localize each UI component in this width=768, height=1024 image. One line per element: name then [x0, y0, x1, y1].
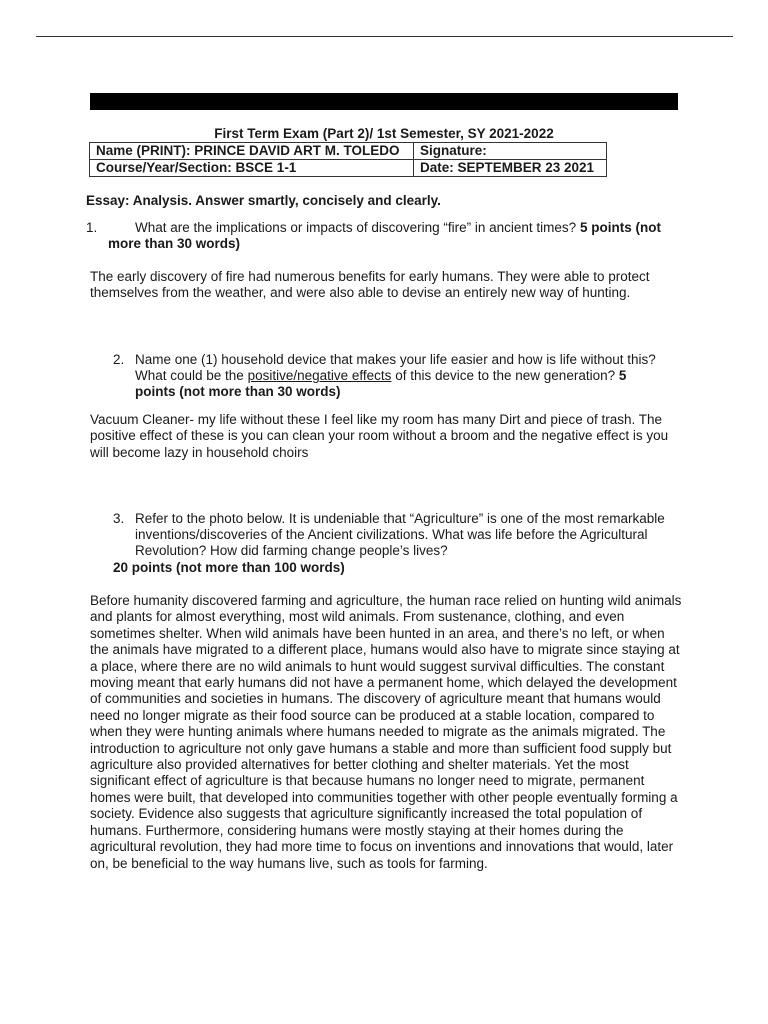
question-text-underlined: positive/negative effects [247, 368, 392, 383]
signature-cell: Signature: [414, 143, 607, 160]
essay-heading: Essay: Analysis. Answer smartly, concisely and clearly. [86, 193, 441, 208]
question-2 [113, 352, 683, 400]
question-number: 1. [86, 220, 98, 235]
question-text-part: of this device to the new generation? [395, 368, 616, 383]
redacted-header-bar [90, 93, 678, 110]
question-number: 3. [113, 511, 125, 526]
student-info-table [89, 142, 607, 177]
student-name-cell: Name (PRINT): PRINCE DAVID ART M. TOLEDO [90, 143, 414, 160]
question-points: 20 points (not more than 100 words) [113, 560, 345, 575]
course-section-cell: Course/Year/Section: BSCE 1-1 [90, 160, 414, 177]
question-points: 5 [618, 368, 627, 383]
table-row [90, 160, 607, 177]
answer-2: Vacuum Cleaner- my life without these I feel like my room has many Dirt and piece of trash. The positive effect of these is you can clean your room without a broom and the negative effect is you will become lazy in household choirs [90, 412, 669, 460]
table-row [90, 143, 607, 160]
question-number: 2. [113, 352, 125, 367]
question-1 [86, 220, 686, 252]
question-points-continued: more than 30 words) [108, 236, 241, 251]
question-text-part: What could be the [135, 368, 244, 383]
question-points-continued: points (not more than 30 words) [135, 384, 341, 399]
answer-1: The early discovery of fire had numerous benefits for early humans. They were able to protect themselves from the weather, and were also able to devise an entirely new way of hunting. [90, 269, 650, 301]
answer-3: Before humanity discovered farming and agriculture, the human race relied on hunting wild animals and plants for almost everything, most wild animals. From sustenance, clothing, and even sometimes shelter. When wild animals have been hunted in an area, and there’s no left, or when the animals have migrated to a different place, humans would also have to migrate since staying at a place, where there are no wild animals to hunt would suggest survival difficulties. The constant moving meant that early humans did not have a permanent home, which delayed the development of communities and societies in humans. The discovery of agriculture meant that humans would need no longer migrate as their food source can be produced at a stable location, compared to when they were hunting animals where humans needed to migrate as the animals migrated. The introduction to agriculture not only gave humans a stable and more than sufficient food supply but agriculture also provided alternatives for better clothing and shelter materials. Yet the most significant effect of agriculture is that because humans no longer need to migrate, permanent homes were built, that developed into communities together with other people eventually forming a society. Evidence also suggests that agriculture significantly increased the total population of humans. Furthermore, considering humans were mostly staying at their homes during the agricultural revolution, they had more time to focus on inventions and innovations that would, later on, be beneficial to the way humans live, such as tools for farming. [90, 593, 682, 871]
question-text: Name one (1) household device that makes your life easier and how is life without this? [135, 352, 656, 367]
question-3 [113, 511, 683, 576]
date-cell: Date: SEPTEMBER 23 2021 [414, 160, 607, 177]
exam-title: First Term Exam (Part 2)/ 1st Semester, SY 2021-2022 [214, 126, 554, 141]
question-text: Refer to the photo below. It is undeniable that “Agriculture” is one of the most remarkable inventions/discoveries of the Ancient civilizations. What was life before the Agricultural Revolution? How did farming change people’s lives? [135, 511, 665, 558]
question-points: 5 points (not [579, 220, 661, 235]
header-rule [36, 36, 733, 37]
question-text: What are the implications or impacts of discovering “fire” in ancient times? [135, 220, 577, 235]
